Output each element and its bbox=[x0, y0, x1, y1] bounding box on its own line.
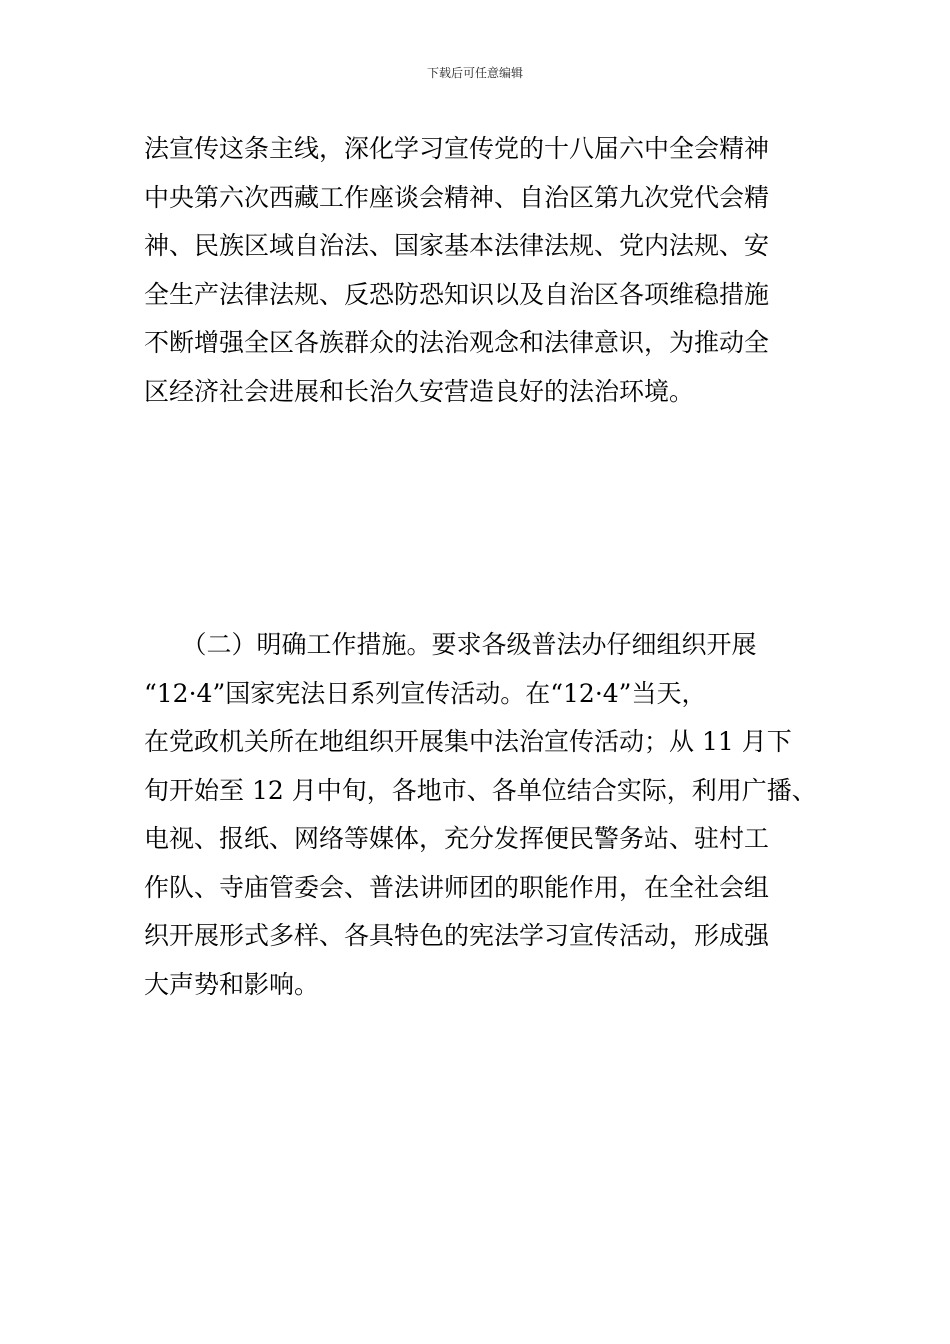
paragraph-2 bbox=[144, 621, 824, 1009]
paragraph-line: （二）明确工作措施。要求各级普法办仔细组织开展 bbox=[144, 630, 757, 659]
paragraph-line: 神、民族区域自治法、国家基本法律法规、党内法规、安 bbox=[144, 231, 770, 260]
paragraph-line: 全生产法律法规、反恐防恐知识以及自治区各项维稳措施 bbox=[144, 279, 770, 309]
paragraph-line: 区经济社会进展和长治久安营造良好的法治环境。 bbox=[144, 376, 695, 406]
page-header: 下载后可任意编辑 bbox=[426, 66, 523, 80]
paragraph-line: 不断增强全区各族群众的法治观念和法律意识，为推动全 bbox=[144, 328, 770, 357]
paragraph-line: 织开展形式多样、各具特色的宪法学习宣传活动，形成强 bbox=[144, 921, 770, 950]
paragraph-line: 作队、寺庙管委会、普法讲师团的职能作用，在全社会组 bbox=[144, 872, 770, 902]
paragraph-1 bbox=[144, 125, 824, 416]
paragraph-line: 在党政机关所在地组织开展集中法治宣传活动；从 11 月下 bbox=[144, 727, 792, 756]
paragraph-line: 大声势和影响。 bbox=[144, 969, 320, 999]
paragraph-line: 中央第六次西藏工作座谈会精神、自治区第九次党代会精 bbox=[144, 182, 770, 212]
paragraph-line: 法宣传这条主线，深化学习宣传党的十八届六中全会精神 bbox=[144, 134, 770, 163]
paragraph-line: “12·4”国家宪法日系列宣传活动。在“12·4”当天， bbox=[144, 678, 707, 708]
paragraph-line: 电视、报纸、网络等媒体，充分发挥便民警务站、驻村工 bbox=[144, 824, 770, 853]
paragraph-line: 旬开始至 12 月中旬，各地市、各单位结合实际，利用广播、 bbox=[144, 775, 817, 805]
